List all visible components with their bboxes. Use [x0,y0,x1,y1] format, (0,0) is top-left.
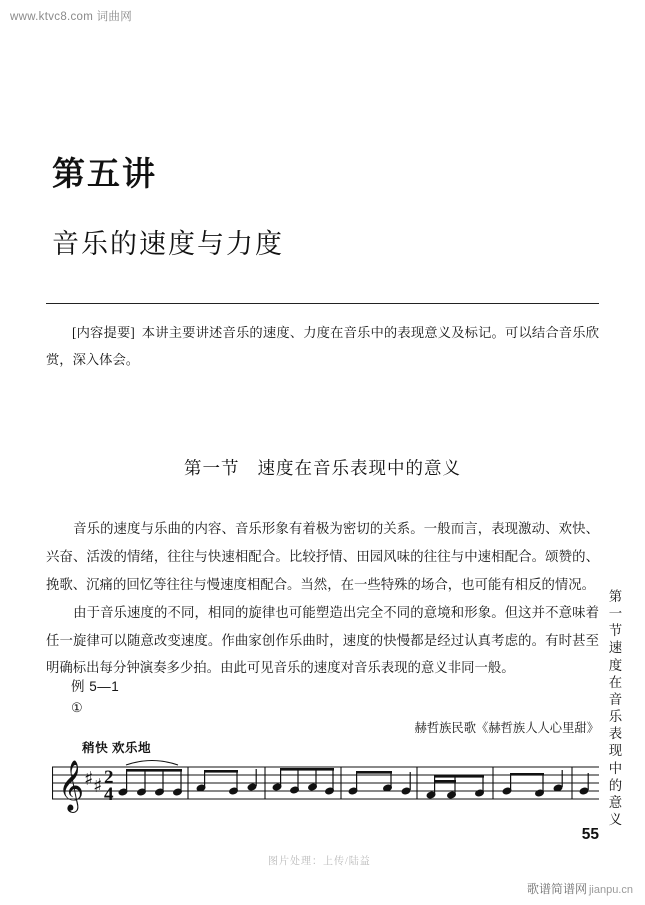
treble-clef-icon: 𝄞 [58,760,85,811]
example-number: ① [71,700,83,715]
abstract-label: [内容提要] [72,325,135,340]
page-number: 55 [581,826,599,843]
section-heading [0,455,645,480]
tempo-marking: 稍快 欢乐地 [82,741,152,755]
site-watermark-bottom-cn: 歌谱简谱网 [526,882,587,896]
section-number: 第一节 [184,458,240,478]
sharp-icon: ♯ [93,775,103,797]
running-side-title: 第一节 速度在音乐表现中的意义 [608,589,624,828]
horizontal-rule [46,303,599,304]
site-watermark-bottom-en: jianpu.cn [588,884,633,896]
site-watermark-top: www.ktvc8.com 词曲网 [10,11,133,23]
paragraph: 音乐的速度与乐曲的内容、音乐形象有着极为密切的关系。一般而言，表现激动、欢快、兴奋、活泼的情绪，往往与快速相配合。比较抒情、田园风味的往往与中速相配合。颂赞的、挽歌、沉痛的回忆等往往与慢速度相配合。当然，在一些特殊的场合，也可能有相反的情况。 [46,521,599,592]
time-signature-denominator: 4 [104,784,114,805]
abstract-block [46,320,599,373]
sharp-icon: ♯ [84,768,94,790]
site-watermark-bottom [527,880,633,897]
abstract-text: 本讲主要讲述音乐的速度、力度在音乐中的表现意义及标记。可以结合音乐欣赏，深入体会。 [46,325,600,367]
body-text [46,515,599,682]
chapter-number: 第五讲 [52,157,157,193]
example-credit: 赫哲族民歌《赫哲族人人心里甜》 [414,721,599,735]
section-title: 速度在音乐表现中的意义 [257,458,461,478]
example-label: 例 5—1 [71,679,120,694]
chapter-title: 音乐的速度与力度 [52,229,284,259]
time-signature-numerator: 2 [104,767,114,788]
music-staff [52,757,599,819]
paragraph: 由于音乐速度的不同，相同的旋律也可能塑造出完全不同的意境和形象。但这并不意味着任一旋律可以随意改变速度。作曲家创作乐曲时，速度的快慢都是经过认真考虑的。有时甚至明确标出每分钟演奏多少拍。由此可见音乐的速度对音乐表现的意义非同一般。 [46,604,599,676]
scan-credit-note: 图片处理：上传/陆益 [268,855,371,868]
